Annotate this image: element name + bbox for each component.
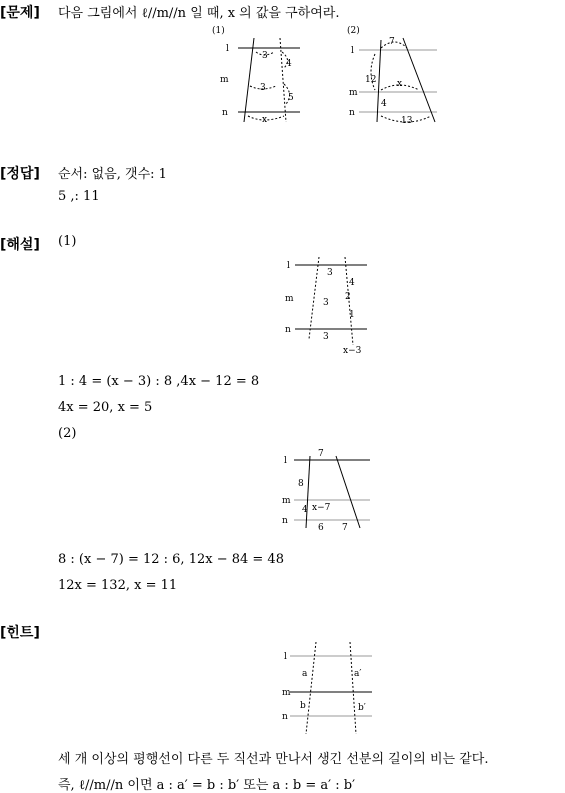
fig4-label-n: n <box>282 516 288 526</box>
fig4-val-e: 6 <box>318 523 324 533</box>
fig4-val-d: x−7 <box>312 503 331 513</box>
fig2-val-3: x <box>397 79 403 89</box>
fig1-val-3: 3 <box>260 83 266 93</box>
fig1-val-1: 3 <box>262 51 268 61</box>
figure-5 <box>282 642 377 734</box>
figure-1 <box>210 24 310 124</box>
fig2-val-2: 12 <box>365 75 377 85</box>
solution-eq-2: 4x = 20, x = 5 <box>58 400 153 415</box>
fig4-val-b: 8 <box>298 479 304 489</box>
fig5-val-a2: a′ <box>354 669 362 679</box>
fig2-val-1: 7 <box>389 37 395 47</box>
answer-label: [정답] <box>0 166 40 182</box>
fig1-val-x: x <box>262 115 268 125</box>
fig3-label-l: l <box>287 261 290 271</box>
fig2-label-n: n <box>349 108 355 118</box>
fig1-val-2: 4 <box>286 59 292 69</box>
fig3-val-g: x−3 <box>343 346 362 356</box>
fig1-label-n: n <box>222 108 228 118</box>
fig5-label-m: m <box>282 688 291 698</box>
fig1-val-4: 5 <box>288 93 294 103</box>
figure-3 <box>283 255 378 360</box>
fig3-val-f: 1 <box>349 310 355 320</box>
fig5-val-b: b <box>300 701 306 711</box>
fig2-label-m: m <box>349 88 358 98</box>
answer-line-1: 순서: 없음, 갯수: 1 <box>58 167 167 182</box>
fig5-label-l: l <box>284 652 287 662</box>
fig3-label-m: m <box>285 294 294 304</box>
fig5-val-b2: b′ <box>358 703 366 713</box>
fig4-label-m: m <box>282 496 291 506</box>
solution-part-2: (2) <box>58 426 77 441</box>
answer-line-2: 5 ,: 11 <box>58 189 100 204</box>
fig1-label-m: m <box>220 75 229 85</box>
problem-text: 다음 그림에서 ℓ//m//n 일 때, x 의 값을 구하여라. <box>58 6 340 21</box>
solution-eq-3: 8 : (x − 7) = 12 : 6, 12x − 84 = 48 <box>58 552 284 567</box>
fig4-val-f: 7 <box>342 523 348 533</box>
solution-label: [해설] <box>0 237 40 253</box>
fig2-tag: (2) <box>347 26 360 36</box>
fig2-label-l: l <box>351 46 354 56</box>
hint-line-2: 즉, ℓ//m//n 이면 a : a′ = b : b′ 또는 a : b = a′ : b′ <box>58 778 356 793</box>
fig4-val-c: 4 <box>302 505 308 515</box>
fig2-val-4: 4 <box>381 99 387 109</box>
fig4-label-l: l <box>284 456 287 466</box>
fig5-label-n: n <box>282 712 288 722</box>
fig3-label-n: n <box>285 325 291 335</box>
fig3-val-b: 4 <box>349 278 355 288</box>
fig3-val-a: 3 <box>327 268 333 278</box>
solution-eq-1: 1 : 4 = (x − 3) : 8 ,4x − 12 = 8 <box>58 374 260 389</box>
hint-label: [힌트] <box>0 625 40 641</box>
fig2-val-5: 13 <box>401 116 413 126</box>
fig3-val-e: 3 <box>323 332 329 342</box>
hint-line-1: 세 개 이상의 평행선이 다른 두 직선과 만나서 생긴 선분의 길이의 비는 같다. <box>58 752 489 767</box>
problem-label: [문제] <box>0 5 40 21</box>
figure-2 <box>345 24 445 128</box>
solution-eq-4: 12x = 132, x = 11 <box>58 578 178 593</box>
fig1-tag: (1) <box>212 26 225 36</box>
figure-4 <box>280 448 375 538</box>
fig3-val-d: 2 <box>345 292 351 302</box>
fig4-val-a: 7 <box>318 449 324 459</box>
fig1-label-l: l <box>226 44 229 54</box>
fig5-val-a: a <box>302 669 308 679</box>
solution-part-1: (1) <box>58 234 77 249</box>
fig3-val-c: 3 <box>323 298 329 308</box>
